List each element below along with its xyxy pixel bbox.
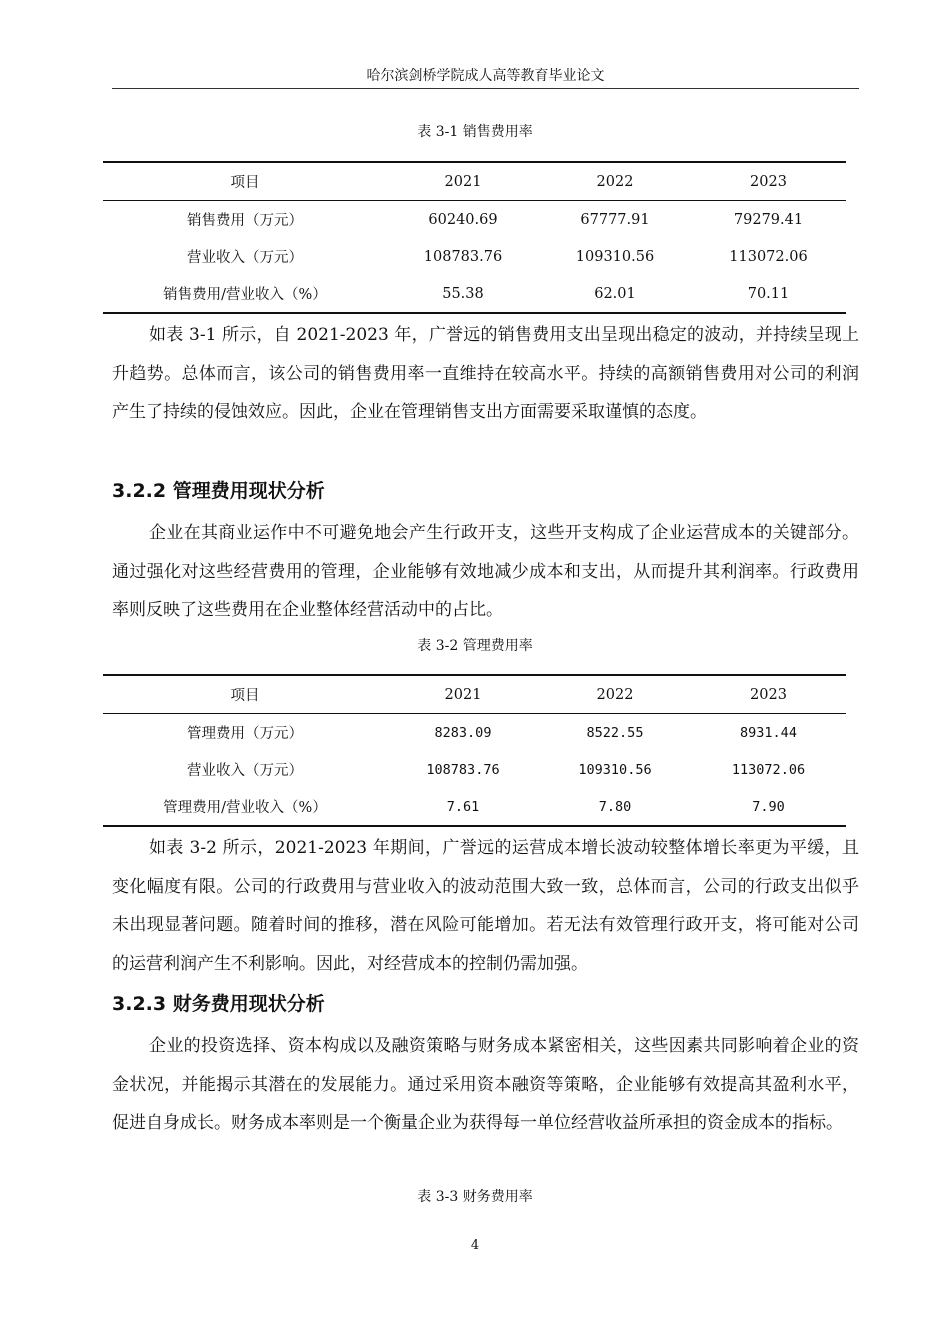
column-header: 2022: [596, 173, 634, 190]
column-header: 2023: [750, 686, 787, 703]
table-header-row: [103, 675, 846, 714]
table-cell: 67777.91: [580, 211, 650, 228]
table-cell: 7.90: [752, 798, 785, 815]
row-label: 销售费用（万元）: [187, 213, 303, 229]
table-cell: 8283.09: [434, 724, 492, 741]
column-header: 2021: [444, 173, 482, 190]
table-cell: 62.01: [594, 285, 636, 302]
table-row: [103, 714, 846, 752]
table-cell: 108783.76: [426, 761, 500, 778]
table-cell: 7.80: [598, 798, 632, 815]
table-row: [103, 751, 846, 788]
row-label: 管理费用/营业收入（%）: [163, 800, 327, 816]
table-header-row: [103, 162, 846, 201]
table1-caption: 表 3-1 销售费用率: [417, 124, 533, 140]
row-label: 营业收入（万元）: [187, 763, 303, 779]
column-header: 项目: [230, 175, 260, 191]
table-row: [103, 201, 846, 239]
column-header: 2021: [444, 686, 482, 703]
row-label: 营业收入（万元）: [187, 250, 303, 266]
row-label: 管理费用（万元）: [187, 726, 303, 742]
table2: [103, 674, 846, 827]
running-header: 哈尔滨剑桥学院成人高等教育毕业论文: [366, 68, 605, 84]
table-cell: 70.11: [747, 285, 790, 302]
paragraph: 如表 3-2 所示，2021-2023 年期间，广誉远的运营成本增长波动较整体增长率更为平缓，且变化幅度有限。公司的行政费用与营业收入的波动范围大致一致，总体而言，公司的行政支出似乎未出现显著问题。随着时间的推移，潜在风险可能增加。若无法有效管理行政开支，将可能对公司的运营利润产生不利影响。因此，对经营成本的控制仍需加强。: [112, 838, 859, 974]
table-cell: 113072.06: [731, 761, 806, 778]
table1: [103, 161, 846, 314]
column-header: 2022: [596, 686, 634, 703]
table-row: [103, 788, 846, 826]
paragraph: 如表 3-1 所示，自 2021-2023 年，广誉远的销售费用支出呈现出稳定的波动，并持续呈现上升趋势。总体而言，该公司的销售费用率一直维持在较高水平。持续的高额销售费用对公司的利润产生了持续的侵蚀效应。因此，企业在管理销售支出方面需要采取谨慎的态度。: [112, 325, 859, 422]
row-label: 销售费用/营业收入（%）: [163, 287, 327, 303]
header-rule: [112, 88, 859, 89]
section-heading: 3.2.2 管理费用现状分析: [112, 480, 325, 502]
table-cell: 113072.06: [729, 248, 808, 265]
paragraph: 企业的投资选择、资本构成以及融资策略与财务成本紧密相关，这些因素共同影响着企业的资金状况，并能揭示其潜在的发展能力。通过采用资本融资等策略，企业能够有效提高其盈利水平，促进自身成长。财务成本率则是一个衡量企业为获得每一单位经营收益所承担的资金成本的指标。: [112, 1036, 859, 1133]
table-cell: 7.61: [446, 798, 480, 815]
table-cell: 109310.56: [578, 761, 652, 778]
column-header: 项目: [230, 688, 260, 704]
table-row: [103, 238, 846, 275]
table2-caption: 表 3-2 管理费用率: [417, 638, 533, 654]
page-number: 4: [470, 1238, 480, 1253]
table-row: [103, 275, 846, 313]
paragraph: 企业在其商业运作中不可避免地会产生行政开支，这些开支构成了企业运营成本的关键部分。通过强化对这些经营费用的管理，企业能够有效地减少成本和支出，从而提升其利润率。行政费用率则反映了这些费用在企业整体经营活动中的占比。: [112, 523, 859, 620]
table-cell: 55.38: [442, 285, 484, 302]
table-cell: 109310.56: [575, 248, 655, 265]
table-cell: 60240.69: [428, 211, 498, 228]
table3-caption: 表 3-3 财务费用率: [417, 1189, 533, 1205]
section-heading: 3.2.3 财务费用现状分析: [112, 993, 325, 1015]
table-cell: 8522.55: [586, 724, 644, 741]
table-cell: 79279.41: [733, 211, 804, 228]
table-cell: 108783.76: [423, 248, 503, 265]
column-header: 2023: [750, 173, 787, 190]
table-cell: 8931.44: [740, 724, 797, 741]
